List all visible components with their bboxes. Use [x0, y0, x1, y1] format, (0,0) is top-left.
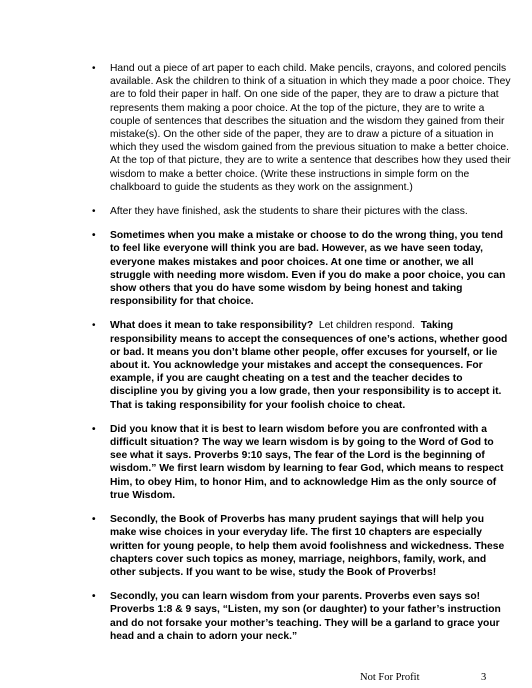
list-item-question: What does it mean to take responsibility? [110, 320, 314, 332]
list-item [92, 590, 512, 643]
list-item [92, 62, 512, 194]
list-item [92, 229, 512, 308]
list-item-text: Secondly, you can learn wisdom from your parents. Proverbs even says so! Proverbs 1:8 & 9 says, “Listen, my son (or daughter) to your father’s instruction and do not forsake your mother’s teaching. They will be a garland to grace your head and a chain to adorn your neck.” [110, 591, 501, 642]
list-item-text: Sometimes when you make a mistake or choose to do the wrong thing, you tend to feel like everyone will think you are bad. However, as we have seen today, everyone makes mistakes and poor choices. At one time or another, we all struggle with needing more wisdom. Even if you do make a poor choice, you can show others that you do have some wisdom by being honest and taking responsibility for that choice. [110, 230, 506, 308]
list-item-text: After they have finished, ask the students to share their pictures with the class. [110, 206, 468, 218]
list-item-text: Secondly, the Book of Proverbs has many prudent sayings that will help you make wise choices in your everyday life. The first 10 chapters are especially written for young people, to help them avoid foolishness and wickedness. These chapters cover such topics as money, marriage, neighbors, family, work, and other subjects. If you want to be wise, study the Book of Proverbs! [110, 514, 505, 578]
bullet-icon: • [92, 423, 96, 435]
bullet-icon: • [92, 320, 96, 332]
bullet-icon: • [92, 206, 96, 218]
bullet-icon: • [92, 63, 96, 74]
bullet-icon: • [92, 514, 96, 526]
bullet-icon: • [92, 591, 96, 603]
footer-label: Not For Profit [360, 672, 420, 683]
list-item-text: Did you know that it is best to learn wisdom before you are confronted with a difficult situation? The way we learn wisdom is by going to the Word of God to see what it says. Proverbs 9:10 says, The fear of the Lord is the beginning of wisdom.” We first learn wisdom by learning to fear God, which means to respect Him, to obey Him, to honor Him, and to acknowledge Him as the only source of true Wisdom. [110, 423, 504, 501]
list-item-text: Hand out a piece of art paper to each child. Make pencils, crayons, and colored pencils available. Ask the children to think of a situation in which they made a poor choice. They are to fold their paper in half. On one side of the paper, they are to draw a picture that represents them making a poor choice. At the top of the picture, they are to write a couple of sentences that describes the situation and the wisdom they gained from their mistake(s). On the other side of the paper, they are to draw a picture of a situation in which they used the wisdom gained from the previous situation to make a better choice. At the top of that picture, they are to write a sentence that describes how they used their wisdom to make a better choice. (Write these instructions in simple form on the chalkboard to guide the students as they work on the assignment.) [110, 63, 511, 193]
page-number: 3 [481, 672, 487, 683]
bullet-list [92, 62, 512, 654]
list-item-instruction: Let children respond. [313, 320, 421, 332]
bullet-icon: • [92, 230, 96, 242]
list-item-text: Taking responsibility means to accept the consequences of one’s actions, whether good or bad. It means you don’t blame other people, offer excuses for yourself, or lie about it. You acknowledge your mistakes and accept the consequences. For example, if you are caught cheating on a test and the teacher decides to discipline you by giving you a low grade, then your responsibility is to accept it. That is taking responsibility for your foolish choice to cheat. [110, 320, 508, 411]
list-item [92, 513, 512, 579]
list-item [92, 423, 512, 502]
list-item [92, 319, 512, 411]
list-item [92, 205, 512, 218]
